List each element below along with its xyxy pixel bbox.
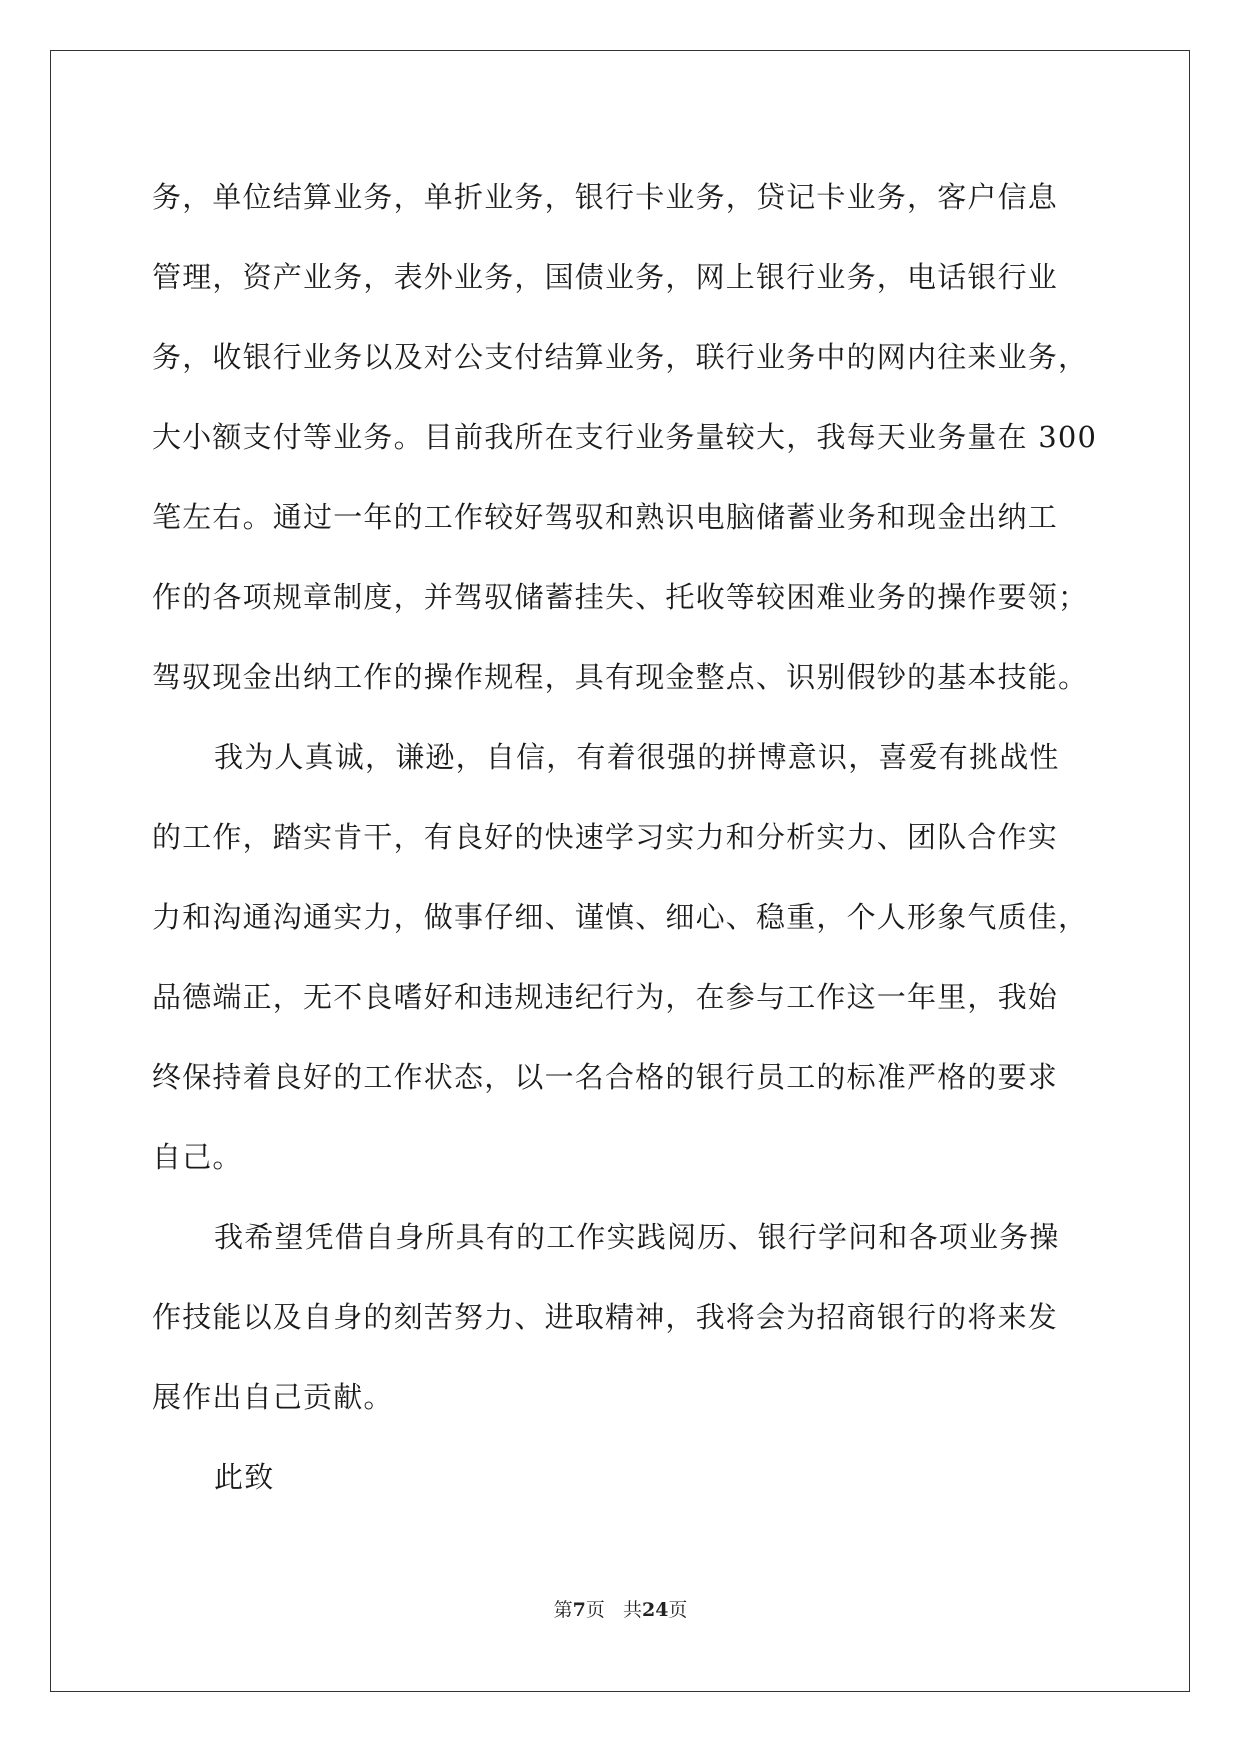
text-line: 展作出自己贡献。 <box>152 1380 394 1414</box>
text-line: 的工作，踏实肯干，有良好的快速学习实力和分析实力、团队合作实 <box>152 820 1059 854</box>
text-line: 笔左右。通过一年的工作较好驾驭和熟识电脑储蓄业务和现金出纳工 <box>152 500 1059 534</box>
page-number-footer <box>0 1598 1241 1622</box>
text-line: 管理，资产业务，表外业务，国债业务，网上银行业务，电话银行业 <box>152 260 1059 294</box>
paragraph-start-line: 我为人真诚，谦逊，自信，有着很强的拼博意识，喜爱有挑战性 <box>214 740 1060 774</box>
current-page-number: 7 <box>572 1599 586 1621</box>
text-line: 务，收银行业务以及对公支付结算业务，联行业务中的网内往来业务， <box>152 340 1089 374</box>
text-line: 大小额支付等业务。目前我所在支行业务量较大，我每天业务量在 300 <box>152 420 1098 454</box>
closing-salutation: 此致 <box>214 1460 275 1494</box>
text-line: 务，单位结算业务，单折业务，银行卡业务，贷记卡业务，客户信息 <box>152 180 1059 214</box>
text-line: 自己。 <box>152 1140 243 1174</box>
text-line: 品德端正，无不良嗜好和违规违纪行为，在参与工作这一年里，我始 <box>152 980 1059 1014</box>
text-line: 作技能以及自身的刻苦努力、进取精神，我将会为招商银行的将来发 <box>152 1300 1059 1334</box>
footer-page-suffix: 页 <box>585 1599 605 1621</box>
text-line: 力和沟通沟通实力，做事仔细、谨慎、细心、稳重，个人形象气质佳， <box>152 900 1089 934</box>
footer-total-suffix: 页 <box>668 1599 688 1621</box>
text-line: 终保持着良好的工作状态，以一名合格的银行员工的标准严格的要求 <box>152 1060 1059 1094</box>
paragraph-start-line: 我希望凭借自身所具有的工作实践阅历、银行学问和各项业务操 <box>214 1220 1060 1254</box>
text-line: 驾驭现金出纳工作的操作规程，具有现金整点、识别假钞的基本技能。 <box>152 660 1089 694</box>
footer-total-prefix: 共 <box>622 1599 642 1621</box>
footer-prefix: 第 <box>553 1599 573 1621</box>
total-page-count: 24 <box>641 1599 669 1621</box>
document-body <box>152 157 1098 1517</box>
text-line: 作的各项规章制度，并驾驭储蓄挂失、托收等较困难业务的操作要领； <box>152 580 1089 614</box>
